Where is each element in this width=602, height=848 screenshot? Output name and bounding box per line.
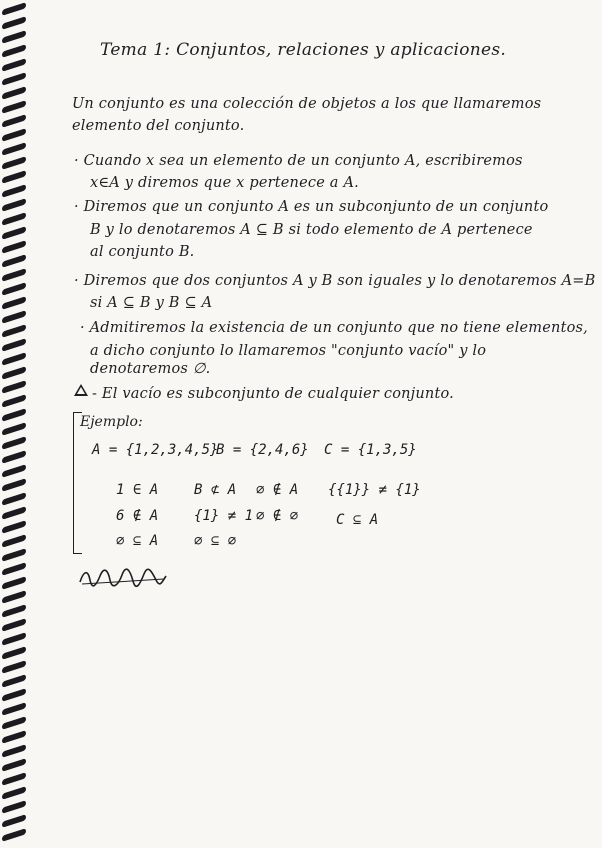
spiral-coil [2, 268, 26, 282]
spiral-coil [2, 2, 26, 16]
signature-scribble [78, 566, 168, 588]
page-title: Tema 1: Conjuntos, relaciones y aplicaciones. [100, 40, 507, 60]
spiral-coil [2, 478, 26, 492]
item-equality-line-2: si A ⊆ B y B ⊆ A [90, 295, 213, 311]
item-empty-line-3: denotaremos ∅. [90, 361, 211, 377]
spiral-coil [2, 338, 26, 352]
item-empty-line-2: a dicho conjunto lo llamaremos "conjunto vacío" y lo [90, 343, 487, 359]
spiral-coil [2, 212, 26, 226]
item-subset-line-2: B y lo denotaremos A ⊆ B si todo elemento de A pertenece [90, 222, 533, 238]
spiral-coil [2, 436, 26, 450]
spiral-binding [0, 0, 30, 848]
spiral-coil [2, 240, 26, 254]
relation-r2-c3: ∅ ∉ ∅ [256, 508, 299, 524]
set-b: B = {2,4,6} [216, 442, 309, 458]
item-equality-line-1: · Diremos que dos conjuntos A y B son iguales y lo denotaremos A=B [74, 273, 596, 289]
spiral-coil [2, 674, 26, 688]
spiral-coil [2, 44, 26, 58]
spiral-coil [2, 786, 26, 800]
spiral-coil [2, 828, 26, 842]
spiral-coil [2, 576, 26, 590]
spiral-coil [2, 408, 26, 422]
spiral-coil [2, 772, 26, 786]
relation-r2-c2: {1} ≠ 1 [194, 508, 254, 524]
intro-line-1: Un conjunto es una colección de objetos a los que llamaremos [72, 96, 542, 112]
spiral-coil [2, 450, 26, 464]
spiral-coil [2, 282, 26, 296]
spiral-coil [2, 548, 26, 562]
spiral-coil [2, 492, 26, 506]
relation-r3-c1: ∅ ⊆ A [116, 533, 159, 549]
intro-line-2: elemento del conjunto. [72, 118, 245, 134]
spiral-coil [2, 618, 26, 632]
spiral-coil [2, 170, 26, 184]
spiral-coil [2, 506, 26, 520]
spiral-coil [2, 30, 26, 44]
spiral-coil [2, 394, 26, 408]
spiral-coil [2, 716, 26, 730]
relation-r3-c2: ∅ ⊆ ∅ [194, 533, 237, 549]
spiral-coil [2, 464, 26, 478]
spiral-coil [2, 324, 26, 338]
spiral-coil [2, 156, 26, 170]
spiral-coil [2, 198, 26, 212]
item-membership-line-2: x∈A y diremos que x pertenece a A. [90, 175, 359, 191]
spiral-coil [2, 422, 26, 436]
spiral-coil [2, 352, 26, 366]
spiral-coil [2, 590, 26, 604]
spiral-coil [2, 296, 26, 310]
spiral-coil [2, 702, 26, 716]
spiral-coil [2, 100, 26, 114]
spiral-coil [2, 142, 26, 156]
relation-r2-c1: 6 ∉ A [116, 508, 159, 524]
item-empty-line-1: · Admitiremos la existencia de un conjunto que no tiene elementos, [80, 320, 588, 336]
example-label: Ejemplo: [80, 414, 143, 430]
spiral-coil [2, 534, 26, 548]
spiral-coil [2, 72, 26, 86]
spiral-coil [2, 562, 26, 576]
item-membership-line-1: · Cuando x sea un elemento de un conjunto A, escribiremos [74, 153, 523, 169]
set-c: C = {1,3,5} [324, 442, 417, 458]
relation-r1-c2: B ⊄ A [194, 482, 237, 498]
item-subset-line-3: al conjunto B. [90, 244, 195, 260]
example-bracket [73, 412, 82, 554]
spiral-coil [2, 86, 26, 100]
spiral-coil [2, 254, 26, 268]
relation-r2-c4: C ⊆ A [336, 512, 379, 528]
spiral-coil [2, 646, 26, 660]
relation-r1-c4: {{1}} ≠ {1} [328, 482, 421, 498]
spiral-coil [2, 366, 26, 380]
spiral-coil [2, 16, 26, 30]
spiral-coil [2, 380, 26, 394]
spiral-coil [2, 310, 26, 324]
spiral-coil [2, 814, 26, 828]
spiral-coil [2, 520, 26, 534]
spiral-coil [2, 660, 26, 674]
set-a: A = {1,2,3,4,5} [92, 442, 219, 458]
relation-r1-c3: ∅ ∉ A [256, 482, 299, 498]
spiral-coil [2, 744, 26, 758]
spiral-coil [2, 632, 26, 646]
spiral-coil [2, 128, 26, 142]
item-subset-line-1: · Diremos que un conjunto A es un subconjunto de un conjunto [74, 199, 549, 215]
spiral-coil [2, 730, 26, 744]
warning-note: - El vacío es subconjunto de cualquier conjunto. [92, 386, 454, 402]
spiral-coil [2, 58, 26, 72]
spiral-coil [2, 688, 26, 702]
warning-triangle-icon [74, 384, 88, 396]
spiral-coil [2, 758, 26, 772]
spiral-coil [2, 226, 26, 240]
relation-r1-c1: 1 ∈ A [116, 482, 159, 498]
spiral-coil [2, 604, 26, 618]
spiral-coil [2, 184, 26, 198]
spiral-coil [2, 114, 26, 128]
spiral-coil [2, 800, 26, 814]
